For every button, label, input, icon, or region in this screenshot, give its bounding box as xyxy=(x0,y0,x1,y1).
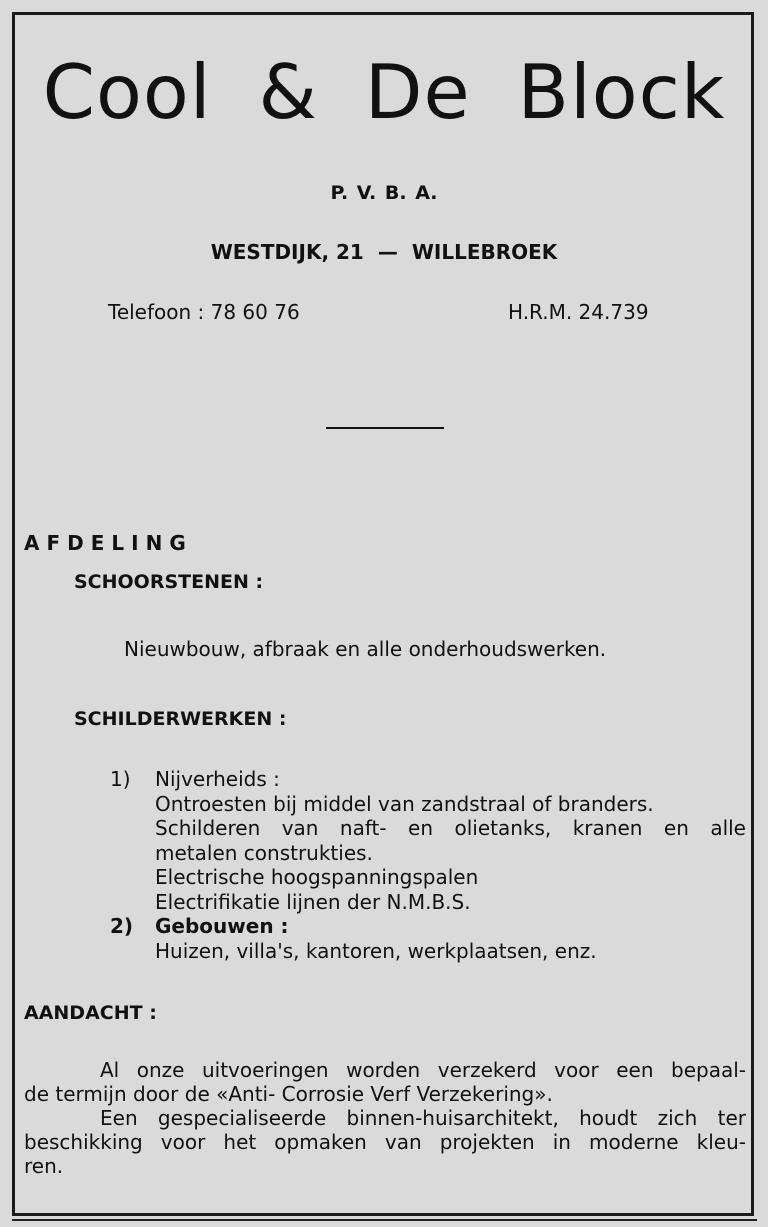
phone-number: Telefoon : 78 60 76 xyxy=(108,300,300,324)
attention-heading: AANDACHT : xyxy=(24,1002,157,1024)
street: WESTDIJK, 21 xyxy=(210,240,364,264)
list-line: Ontroesten bij middel van zandstraal of branders. xyxy=(155,791,654,816)
attention-line: ren. xyxy=(24,1154,64,1178)
attention-line: Een gespecialiseerde binnen-huisarchitekt, houdt zich ter xyxy=(100,1106,746,1130)
address-dash: — xyxy=(377,240,398,264)
address xyxy=(0,240,768,264)
chimneys-text: Nieuwbouw, afbraak en alle onderhoudswerken. xyxy=(124,637,607,661)
painting-heading: SCHILDERWERKEN : xyxy=(74,708,287,730)
list-line: Electrische hoogspanningspalen xyxy=(155,865,479,889)
city: WILLEBROEK xyxy=(411,240,558,264)
list-item-title: Nijverheids : xyxy=(155,767,280,791)
list-item-title: Gebouwen : xyxy=(155,914,289,938)
list-line: metalen construkties. xyxy=(155,840,373,865)
attention-text xyxy=(24,1058,746,1178)
legal-form: P. V. B. A. xyxy=(330,182,438,204)
chimneys-heading: SCHOORSTENEN : xyxy=(74,571,264,593)
company-name: Cool & De Block xyxy=(42,48,726,136)
list-number: 1) xyxy=(110,767,131,791)
divider-line xyxy=(326,427,444,429)
list-line: Schilderen van naft- en olietanks, kranen en alle xyxy=(155,816,746,840)
list-number: 2) xyxy=(110,914,134,938)
attention-line: beschikking voor het opmaken van projekten in moderne kleu- xyxy=(24,1130,746,1154)
registration-number: H.R.M. 24.739 xyxy=(508,300,649,324)
list-item-buildings xyxy=(110,914,746,963)
painting-list xyxy=(110,767,746,963)
list-item-industrial xyxy=(110,767,746,914)
bottom-rule xyxy=(12,1219,757,1221)
attention-line: de termijn door de «Anti- Corrosie Verf Verzekering». xyxy=(24,1082,553,1106)
list-line: Electrifikatie lijnen der N.M.B.S. xyxy=(155,889,471,914)
department-label: AFDELING xyxy=(24,531,193,555)
list-line: Huizen, villa's, kantoren, werkplaatsen, enz. xyxy=(155,938,597,963)
attention-line: Al onze uitvoeringen worden verzekerd voor een bepaal- xyxy=(100,1058,746,1082)
